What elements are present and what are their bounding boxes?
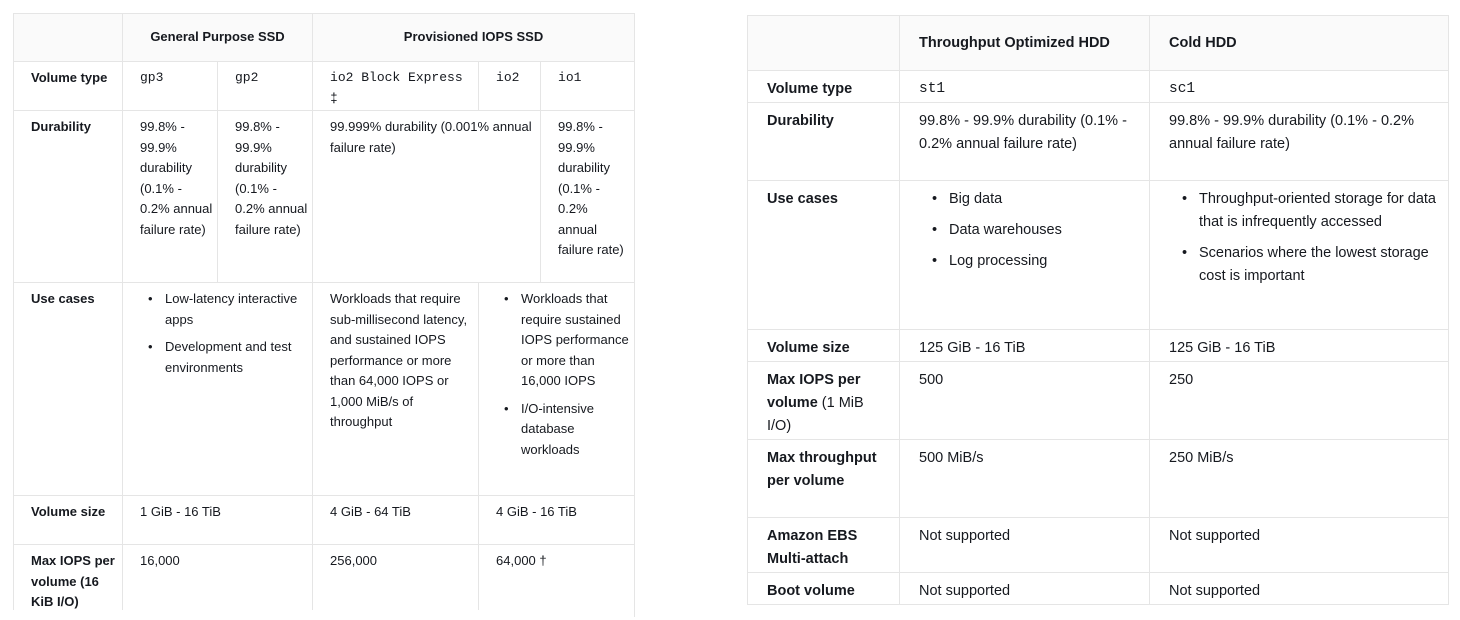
list-item: • I/O-intensive database workloads: [521, 399, 630, 461]
use-case-list: [140, 289, 308, 378]
table-row: [748, 71, 1449, 103]
cell-iops-st1: 500: [900, 362, 1150, 440]
cell-st1: st1: [900, 71, 1150, 103]
table-row: [748, 573, 1449, 605]
cell-durability-io2: 99.999% durability (0.001% annual failure rate): [313, 111, 541, 283]
cell-use-cases-st1: [900, 181, 1150, 330]
list-item: • Workloads that require sustained IOPS performance or more than 16,000 IOPS: [521, 289, 630, 392]
cell-durability-gp2: 99.8% - 99.9% durability (0.1% - 0.2% annual failure rate): [218, 111, 313, 283]
list-item: • Log processing: [949, 250, 1141, 273]
row-label-max-throughput: Max throughput per volume: [748, 440, 900, 518]
table-row: [14, 62, 635, 111]
table-row: [748, 440, 1449, 518]
row-label-max-iops: [748, 362, 900, 440]
cell-sc1: sc1: [1150, 71, 1449, 103]
table-row: [14, 283, 635, 496]
cell-io2: io2: [479, 62, 541, 111]
max-iops-label-bold: Max IOPS per: [767, 372, 861, 388]
col-header-general-purpose: General Purpose SSD: [123, 14, 313, 62]
cell-iops-io2-io1: 64,000 †: [479, 545, 635, 617]
use-case-list: [496, 289, 630, 460]
cell-durability-sc1: 99.8% - 99.9% durability (0.1% - 0.2% annual failure rate): [1150, 103, 1449, 181]
row-label-volume-type: Volume type: [748, 71, 900, 103]
cell-gp3: gp3: [123, 62, 218, 111]
cell-use-cases-general: [123, 283, 313, 496]
table-row: [748, 362, 1449, 440]
cell-boot-st1: Not supported: [900, 573, 1150, 605]
corner-cell: [748, 16, 900, 71]
cell-use-cases-sc1: [1150, 181, 1449, 330]
table-row: [748, 330, 1449, 362]
cell-gp2: gp2: [218, 62, 313, 111]
corner-cell: [14, 14, 123, 62]
cell-iops-io2-block-express: 256,000: [313, 545, 479, 617]
row-label-use-cases: Use cases: [748, 181, 900, 330]
cell-multi-attach-sc1: Not supported: [1150, 518, 1449, 573]
cell-size-st1: 125 GiB - 16 TiB: [900, 330, 1150, 362]
cell-multi-attach-st1: Not supported: [900, 518, 1150, 573]
row-label-volume-type: Volume type: [14, 62, 123, 111]
table-row: [748, 103, 1449, 181]
table-clip-edge: [13, 610, 634, 620]
col-header-provisioned-iops: Provisioned IOPS SSD: [313, 14, 635, 62]
row-label-max-iops: Max IOPS per volume (16 KiB I/O): [14, 545, 123, 617]
row-label-multi-attach: Amazon EBS Multi-attach: [748, 518, 900, 573]
col-header-throughput-optimized: Throughput Optimized HDD: [900, 16, 1150, 71]
row-label-volume-size: Volume size: [748, 330, 900, 362]
col-header-cold-hdd: Cold HDD: [1150, 16, 1449, 71]
table-row: [748, 518, 1449, 573]
cell-size-io2-block-express: 4 GiB - 64 TiB: [313, 496, 479, 545]
cell-size-sc1: 125 GiB - 16 TiB: [1150, 330, 1449, 362]
row-label-durability: Durability: [14, 111, 123, 283]
table-row: [14, 496, 635, 545]
use-case-list: [919, 188, 1141, 273]
list-item: • Scenarios where the lowest storage cost is important: [1199, 242, 1440, 288]
cell-iops-sc1: 250: [1150, 362, 1449, 440]
cell-size-io2-io1: 4 GiB - 16 TiB: [479, 496, 635, 545]
table-row: [748, 181, 1449, 330]
list-item: • Big data: [949, 188, 1141, 211]
list-item: • Throughput-oriented storage for data that is infrequently accessed: [1199, 188, 1440, 234]
hdd-volume-table: [747, 15, 1449, 605]
list-item: • Data warehouses: [949, 219, 1141, 242]
ssd-header-row: [14, 14, 635, 62]
cell-io1: io1: [541, 62, 635, 111]
cell-boot-sc1: Not supported: [1150, 573, 1449, 605]
cell-use-cases-io2-block-express: Workloads that require sub-millisecond latency, and sustained IOPS performance or more than 64,000 IOPS or 1,000 MiB/s of throughput: [313, 283, 479, 496]
list-item: • Development and test environments: [165, 337, 308, 378]
row-label-use-cases: Use cases: [14, 283, 123, 496]
cell-io2-block-express: io2 Block Express ‡: [313, 62, 479, 111]
hdd-header-row: [748, 16, 1449, 71]
row-label-volume-size: Volume size: [14, 496, 123, 545]
table-row: [14, 545, 635, 617]
row-label-boot-volume: Boot volume: [748, 573, 900, 605]
max-iops-label-bold-2: volume: [767, 395, 818, 411]
cell-durability-gp3: 99.8% - 99.9% durability (0.1% - 0.2% annual failure rate): [123, 111, 218, 283]
cell-durability-st1: 99.8% - 99.9% durability (0.1% - 0.2% annual failure rate): [900, 103, 1150, 181]
cell-throughput-sc1: 250 MiB/s: [1150, 440, 1449, 518]
cell-iops-general: 16,000: [123, 545, 313, 617]
table-row: [14, 111, 635, 283]
cell-throughput-st1: 500 MiB/s: [900, 440, 1150, 518]
row-label-durability: Durability: [748, 103, 900, 181]
max-iops-label-unit: (1 MiB I/O): [767, 395, 864, 434]
cell-use-cases-io2-io1: [479, 283, 635, 496]
cell-size-general: 1 GiB - 16 TiB: [123, 496, 313, 545]
ssd-volume-table: [13, 13, 635, 617]
cell-durability-io1: 99.8% - 99.9% durability (0.1% - 0.2% annual failure rate): [541, 111, 635, 283]
list-item: • Low-latency interactive apps: [165, 289, 308, 330]
use-case-list: [1169, 188, 1440, 288]
